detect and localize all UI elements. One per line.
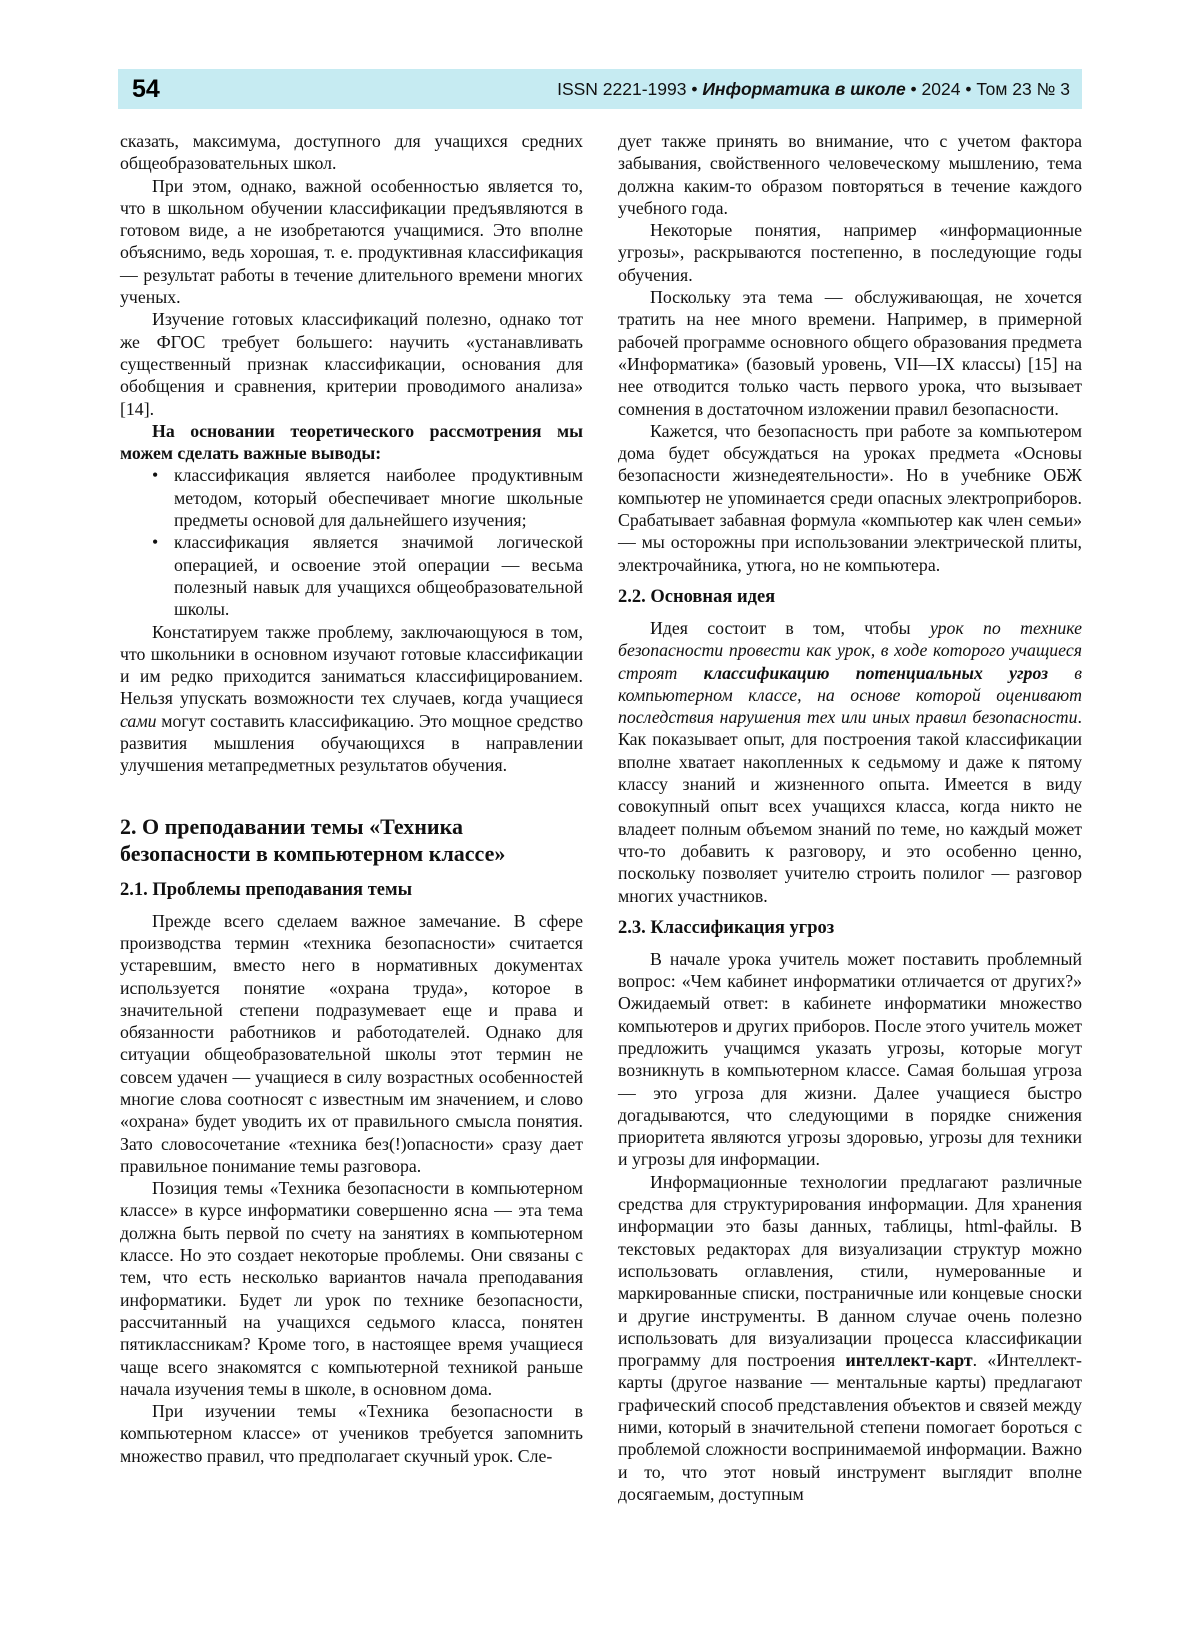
emphasis: сами	[120, 710, 157, 731]
page-number: 54	[132, 75, 160, 103]
section-heading: 2. О преподавании темы «Техника безопасности в компьютерном классе»	[120, 813, 506, 866]
paragraph: Констатируем также проблему, заключающуюся в том, что школьники в основном изучают готовые классификации и им редко приходится заниматься классифицированием. Нельзя упускать возможности тех случаев, когда учащиеся сами могут составить классификацию. Это мощное средство развития мышления обучающихся в направлении улучшения метапредметных результатов обучения.	[120, 621, 583, 776]
conclusions-lead: На основании теоретического рассмотрения мы можем сделать важные выводы:	[120, 420, 583, 464]
separator: •	[960, 79, 977, 99]
paragraph: Идея состоит в том, чтобы урок по технике безопасности провести как урок, в ходе которого учащиеся строят классификацию потенциальных угроз в компьютерном классе, на основе которой оценивают последствия нарушения тех или иных правил безопасности. Как показывает опыт, для построения такой классификации вполне хватает накопленных к седьмому и даже к пятому классу знаний и жизненного опыта. Имеется в виду совокупный опыт всех учащихся класса, когда никто не владеет полным объемом знаний по теме, но каждый может что-то добавить к разговору, и это особенно ценно, поскольку позволяет учителю строить полилог — разговор многих участников.	[618, 617, 1082, 906]
page-header	[118, 69, 1082, 109]
paragraph: Позиция темы «Техника безопасности в компьютерном классе» в курсе информатики совершенно ясна — эта тема должна быть первой по счету на занятиях в компьютерном классе. Но это создает некоторые проблемы. Они связаны с тем, что есть несколько вариантов начала преподавания информатики. Будет ли урок по технике безопасности, рассчитанный на учащихся седьмого класса, понятен пятиклассникам? Кроме того, в настоящее время учащиеся чаще всего знакомятся с компьютерной техникой раньше начала изучения темы в школе, в основном дома.	[120, 1178, 583, 1399]
subsection-heading: 2.2. Основная идея	[618, 586, 776, 607]
issn: ISSN 2221-1993	[557, 79, 687, 99]
paragraph: Кажется, что безопасность при работе за компьютером дома будет обсуждаться на уроках предмета «Основы безопасности жизнедеятельности». Но в учебнике ОБЖ компьютер не упоминается среди опасных электроприборов. Срабатывает забавная формула «компьютер как член семьи» — мы осторожны при использовании электрической плиты, электрочайника, утюга, но не компьютера.	[618, 420, 1082, 575]
list-item: • классификация является наиболее продуктивным методом, который обеспечивает многие школьные предметы основой для дальнейшего изучения;	[174, 464, 583, 531]
paragraph: Некоторые понятия, например «информационные угрозы», раскрываются постепенно, в последующие годы обучения.	[618, 220, 1082, 285]
conclusions-list	[120, 464, 583, 620]
emphasis: в компьютерном классе, на основе которой оценивают последствия нарушения тех или иных правил безопасности	[618, 662, 1082, 728]
left-column	[120, 130, 583, 1467]
volume: Том 23 № 3	[976, 79, 1070, 99]
paragraph: Изучение готовых классификаций полезно, однако тот же ФГОС требует большего: научить «устанавливать существенный признак классификации, основания для обобщения и сравнения, критерии проводимого анализа» [14].	[120, 309, 583, 419]
subsection-heading: 2.1. Проблемы преподавания темы	[120, 879, 413, 900]
paragraph: Прежде всего сделаем важное замечание. В сфере производства термин «техника безопасности» считается устаревшим, вместо него в нормативных документах используется понятие «охрана труда», которое в значительной степени подразумевает еще и права и обязанности работников и работодателей. Однако для ситуации общеобразовательной школы этот термин не совсем удачен — учащиеся в силу возрастных особенностей многие слова соотносят с известным им значением, и слово «охрана» будет уводить их от правильного смысла понятия. Зато словосочетание «техника без(!)опасности» сразу дает правильное понимание темы разговора.	[120, 910, 583, 1176]
journal-name: Информатика в школе	[702, 79, 906, 99]
paragraph: При этом, однако, важной особенностью является то, что в школьном обучении классификации предъявляются в готовом виде, а не изобретаются учащимися. Это вполне объяснимо, ведь хорошая, т. е. продуктивная классификация — результат работы в течение длительного времени многих ученых.	[120, 175, 583, 308]
paragraph: В начале урока учитель может поставить проблемный вопрос: «Чем кабинет информатики отличается от других?» Ожидаемый ответ: в кабинете информатики множество компьютеров и других приборов. После этого учитель может предложить учащимся указать угрозы, которые могут возникнуть в компьютерном классе. Самая большая угроза — это угроза для жизни. Далее учащиеся быстро догадываются, что следующими в порядке снижения приоритета являются угрозы здоровью, угрозы для техники и угрозы для информации.	[618, 948, 1082, 1170]
year: 2024	[921, 79, 961, 99]
subsection-heading: 2.3. Классификация угроз	[618, 917, 835, 938]
paragraph: Поскольку эта тема — обслуживающая, не хочется тратить на нее много времени. Например, в примерной рабочей программе основного общего образования предмета «Информатика» (базовый уровень, VII—IX классы) [15] на нее отводится только часть первого урока, что вызывает сомнения в достаточном изложении правил безопасности.	[618, 287, 1082, 419]
emphasis: урок по технике безопасности провести как урок, в ходе которого учащиеся строят	[618, 617, 1082, 683]
bold-term: интеллект-карт	[845, 1350, 973, 1371]
bold-italic-emphasis: классификацию потенциальных угроз	[703, 662, 1049, 683]
paragraph: дует также принять во внимание, что с учетом фактора забывания, свойственного человеческому мышлению, тема должна каким-то образом повторяться в течение каждого учебного года.	[618, 131, 1082, 218]
paragraph: При изучении темы «Техника безопасности в компьютерном классе» от учеников требуется запомнить множество правил, что предполагает скучный урок. Сле-	[120, 1401, 583, 1466]
separator: •	[905, 79, 922, 99]
paragraph: сказать, максимума, доступного для учащихся средних общеобразовательных школ.	[120, 131, 583, 174]
right-column	[618, 130, 1082, 1505]
list-item: • классификация является значимой логической операцией, и освоение этой операции — весьма полезный навык для учащихся общеобразовательной школы.	[174, 531, 583, 620]
separator: •	[686, 79, 703, 99]
paragraph: Информационные технологии предлагают различные средства для структурирования информации. Для хранения информации это базы данных, таблицы, html-файлы. В текстовых редакторах для визуализации структур можно использовать оглавления, стили, нумерованные и маркированные списки, постраничные или концевые сноски и другие инструменты. В данном случае очень полезно использовать для визуализации процесса классификации программу для построения интеллект-карт. «Интеллект-карты (другое название — ментальные карты) предлагают графический способ представления объектов и связей между ними, который в значительной степени помогает бороться с проблемой сложности воспринимаемой информации. Важно и то, что этот новый инструмент выглядит вполне досягаемым, доступным	[618, 1171, 1082, 1504]
journal-info	[557, 77, 1070, 101]
